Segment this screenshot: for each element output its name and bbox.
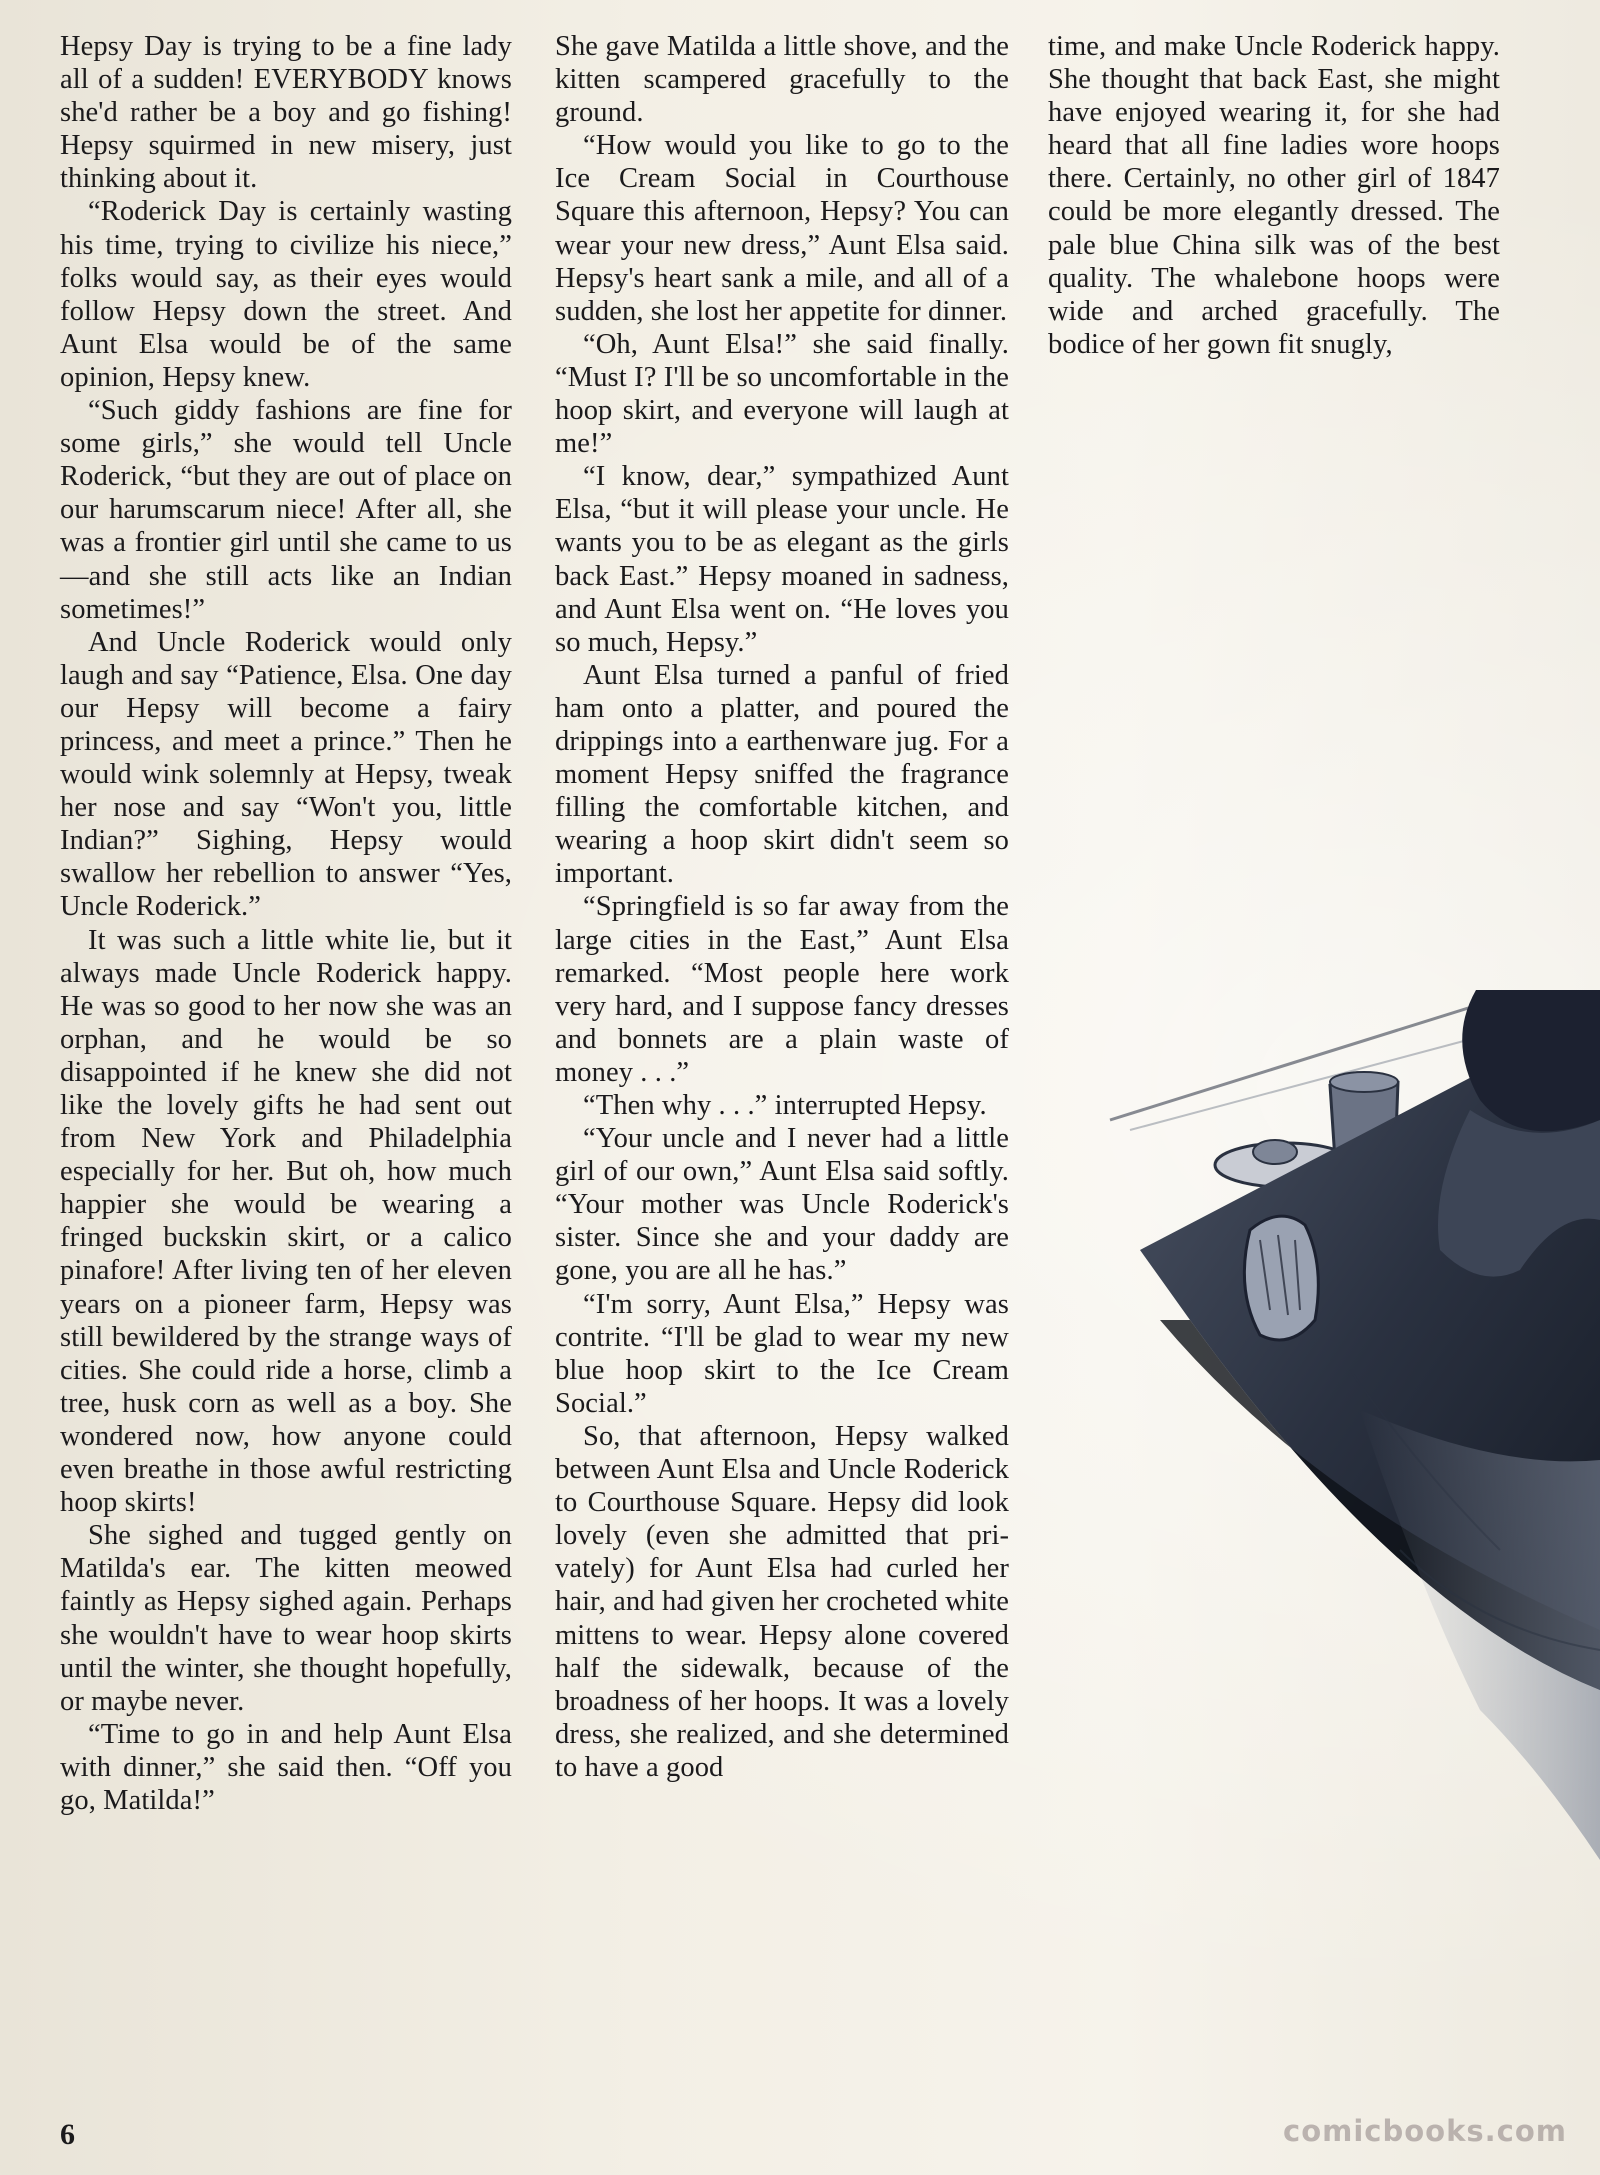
paragraph: So, that afternoon, Hepsy walked between Aunt Elsa and Uncle Roderick to Courthouse Square. Hepsy did look lovely (even she admitted that privately) for Aunt Elsa had curled her hair, and had given her crocheted white mittens to wear. Hepsy alone covered half the sidewalk, because of the broadness of her hoops. It was a lovely dress, she realized, and she determined to have a good [555,1420,1009,1783]
watermark: comicbooks.com [1283,2114,1567,2148]
text-column-3 [1048,30,1500,361]
paragraph: “Roderick Day is certainly wasting his time, trying to civilize his niece,” folks would say, as their eyes would follow Hepsy down the street. And Aunt Elsa would be of the same opinion, Hepsy knew. [60,196,512,393]
paragraph: Hepsy Day is trying to be a fine lady all of a sudden! EVERYBODY knows she'd rather be a boy and go fishing! Hepsy squirmed in new misery, just thinking about it. [60,31,512,195]
paragraph: “How would you like to go to the Ice Cream Social in Courthouse Square this afternoon, Hepsy? You can wear your new dress,” Aunt Elsa said. Hepsy's heart sank a mile, and all of a sudden, she lost her appetite for dinner. [555,130,1009,327]
paragraph: And Uncle Roderick would only laugh and say “Patience, Elsa. One day our Hepsy will become a fairy princess, and meet a prince.” Then he would wink solemnly at Hepsy, tweak her nose and say “Won't you, little Indian?” Sighing, Hepsy would swallow her rebellion to answer “Yes, Uncle Roderick.” [60,626,512,923]
kitchen-illustration [1100,990,1600,1860]
paragraph: “Your uncle and I never had a little girl of our own,” Aunt Elsa said softly. “Your mother was Uncle Roderick's sister. Since she and your daddy are gone, you are all he has.” [555,1123,1009,1287]
paragraph: “I'm sorry, Aunt Elsa,” Hepsy was contrite. “I'll be glad to wear my new blue hoop skirt to the Ice Cream Social.” [555,1288,1009,1419]
paragraph: “Such giddy fashions are fine for some girls,” she would tell Uncle Roderick, “but they are out of place on our harumscarum niece! After all, she was a frontier girl until she came to us—and she still acts like an Indian sometimes!” [60,395,512,625]
paragraph: Aunt Elsa turned a panful of fried ham onto a platter, and poured the drippings into a earthenware jug. For a moment Hepsy sniffed the fragrance filling the comfortable kitchen, and wearing a hoop skirt didn't seem so important. [555,659,1009,890]
paragraph: time, and make Uncle Roderick happy. She thought that back East, she might have enjoyed wearing it, for she had heard that all fine ladies wore hoops there. Certainly, no other girl of 1847 could be more elegantly dressed. The pale blue China silk was of the best quality. The whalebone hoops were wide and arched gracefully. The bodice of her gown fit snugly, [1048,31,1500,360]
text-column-2 [555,30,1009,1784]
paragraph: “Oh, Aunt Elsa!” she said finally. “Must I? I'll be so uncomfortable in the hoop skirt, and everyone will laugh at me!” [555,328,1009,460]
paragraph: “Springfield is so far away from the large cities in the East,” Aunt Elsa remarked. “Most people here work very hard, and I suppose fancy dresses and bonnets are a plain waste of money . . .” [555,891,1009,1088]
paragraph: It was such a little white lie, but it always made Uncle Roderick happy. He was so good to her now she was an orphan, and he would be so disappointed if he knew she did not like the lovely gifts he had sent out from New York and Philadelphia especially for her. But oh, how much happier she would be wearing a fringed buckskin skirt, or a calico pinafore! After living ten of her eleven years on a pioneer farm, Hepsy was still bewildered by the strange ways of cities. She could ride a horse, climb a tree, husk corn as well as a boy. She wondered now, how anyone could even breathe in those awful restricting hoop skirts! [60,924,512,1519]
paragraph: “Time to go in and help Aunt Elsa with dinner,” she said then. “Off you go, Matilda!” [60,1718,512,1816]
text-column-1 [60,30,512,1817]
page-number: 6 [60,2118,75,2151]
paragraph: “I know, dear,” sympathized Aunt Elsa, “but it will please your uncle. He wants you to be as elegant as the girls back East.” Hepsy moaned in sadness, and Aunt Elsa went on. “He loves you so much, Hepsy.” [555,461,1009,658]
paragraph: She gave Matilda a little shove, and the kitten scampered gracefully to the ground. [555,31,1009,129]
paragraph: She sighed and tugged gently on Matilda's ear. The kitten meowed faintly as Hepsy sighed again. Perhaps she wouldn't have to wear hoop skirts until the winter, she thought hopefully, or maybe never. [60,1520,512,1717]
paragraph: “Then why . . .” interrupted Hepsy. [583,1090,987,1121]
illustration-drawing [1100,990,1600,1860]
